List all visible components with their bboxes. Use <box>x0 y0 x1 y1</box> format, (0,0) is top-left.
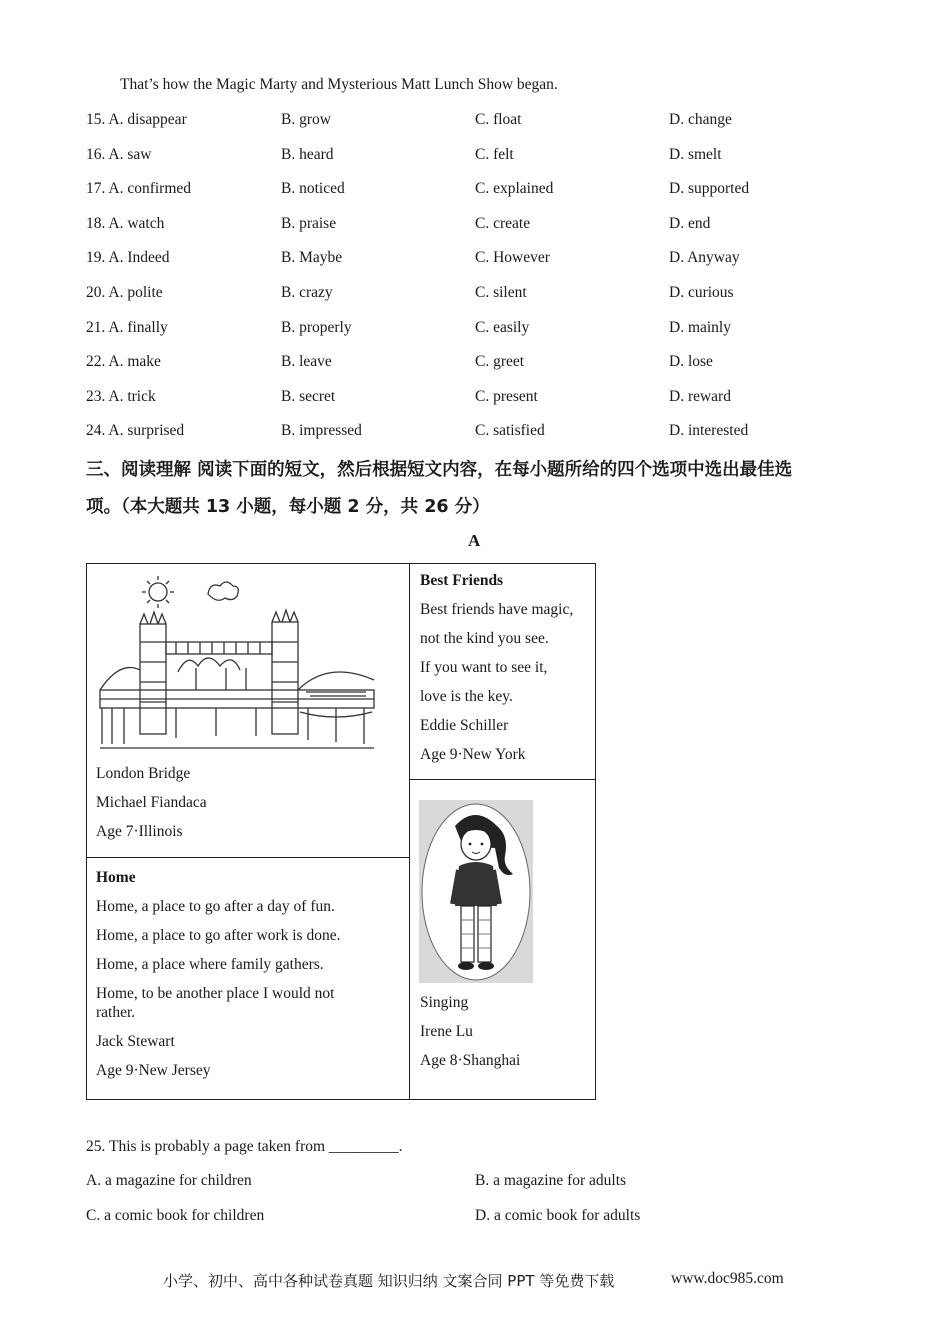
option-a: 22. A. make <box>86 353 161 371</box>
option-row <box>0 146 950 170</box>
option-a: 19. A. Indeed <box>86 249 170 267</box>
option-row <box>0 249 950 273</box>
option-d: D. interested <box>669 422 749 440</box>
option-b: B. heard <box>281 145 334 163</box>
option-c: C. easily <box>475 318 530 336</box>
footer-website: www.doc985.com <box>671 1270 784 1287</box>
option-row <box>0 180 950 204</box>
option-a: 23. A. trick <box>86 387 156 405</box>
option-d: D. supported <box>669 180 750 198</box>
best-friends-age: Age 9·New York <box>420 746 526 763</box>
option-row <box>0 388 950 412</box>
option-c: C. float <box>475 111 522 128</box>
home-age: Age 9·New Jersey <box>96 1062 211 1079</box>
poem-line: Home, to be another place I would not <box>96 985 335 1002</box>
question-25-option-b: B. a magazine for adults <box>475 1172 627 1189</box>
home-author: Jack Stewart <box>96 1033 175 1050</box>
option-row <box>0 111 950 135</box>
poem-line: Home, a place to go after a day of fun. <box>96 898 335 915</box>
london-age: Age 7·Illinois <box>96 823 183 840</box>
poem-line: love is the key. <box>420 688 513 705</box>
option-row <box>0 215 950 239</box>
option-c: C. create <box>475 214 531 232</box>
poem-line: Home, a place to go after work is done. <box>96 927 341 944</box>
singing-age: Age 8·Shanghai <box>420 1052 521 1069</box>
london-author: Michael Fiandaca <box>96 794 207 811</box>
option-row <box>0 422 950 446</box>
option-b: B. praise <box>281 214 337 232</box>
option-row <box>0 284 950 308</box>
option-b: B. Maybe <box>281 249 343 267</box>
poem-line: rather. <box>96 1004 136 1021</box>
option-c: C. silent <box>475 284 527 301</box>
option-d: D. mainly <box>669 318 731 336</box>
option-b: B. impressed <box>281 422 362 440</box>
option-a: 15. A. disappear <box>86 111 187 128</box>
home-cell <box>96 863 396 1085</box>
option-c: C. explained <box>475 180 554 198</box>
option-d: D. Anyway <box>669 249 740 267</box>
singing-author: Irene Lu <box>420 1023 473 1040</box>
option-c: C. greet <box>475 353 525 371</box>
option-c: C. satisfied <box>475 422 545 440</box>
singing-caption: Singing <box>420 994 469 1011</box>
london-bridge-cell <box>96 759 207 846</box>
option-d: D. change <box>669 111 732 128</box>
intro-line: That’s how the Magic Marty and Mysterious Matt Lunch Show began. <box>120 76 558 93</box>
option-c: C. However <box>475 249 550 267</box>
option-a: 20. A. polite <box>86 284 163 301</box>
option-b: B. properly <box>281 318 352 336</box>
option-row <box>0 319 950 343</box>
footer-text: 小学、初中、高中各种试卷真题 知识归纳 文案合同 PPT 等免费下载 <box>163 1272 615 1290</box>
option-c: C. present <box>475 387 538 405</box>
home-title: Home <box>96 869 136 886</box>
london-bridge-drawing <box>96 572 378 754</box>
poem-line: not the kind you see. <box>420 630 549 647</box>
option-b: B. crazy <box>281 284 333 301</box>
question-25-option-a: A. a magazine for children <box>86 1172 252 1189</box>
best-friends-cell <box>420 566 573 769</box>
poem-line: Home, a place where family gathers. <box>96 956 324 973</box>
singing-girl-drawing <box>419 800 533 983</box>
best-friends-title: Best Friends <box>420 572 504 589</box>
option-d: D. end <box>669 214 711 232</box>
option-b: B. secret <box>281 387 336 405</box>
question-25-option-c: C. a comic book for children <box>86 1207 265 1224</box>
passage-label: A <box>468 531 481 550</box>
question-25-stem: 25. This is probably a page taken from _________. <box>86 1138 403 1155</box>
option-row <box>0 353 950 377</box>
best-friends-author: Eddie Schiller <box>420 717 509 734</box>
option-d: D. lose <box>669 353 713 371</box>
option-b: B. leave <box>281 353 332 371</box>
option-d: D. smelt <box>669 145 722 163</box>
section-heading-line1: 三、阅读理解 阅读下面的短文，然后根据短文内容，在每小题所给的四个选项中选出最佳选 <box>86 460 793 480</box>
section-heading-line2: 项。（本大题共 13 小题，每小题 2 分，共 26 分） <box>86 497 490 517</box>
option-c: C. felt <box>475 145 514 163</box>
option-b: B. noticed <box>281 180 345 198</box>
london-caption: London Bridge <box>96 765 191 782</box>
option-a: 16. A. saw <box>86 145 152 163</box>
poem-line: If you want to see it, <box>420 659 548 676</box>
option-a: 24. A. surprised <box>86 422 185 440</box>
question-25-option-d: D. a comic book for adults <box>475 1207 641 1224</box>
poem-line: Best friends have magic, <box>420 601 574 618</box>
option-d: D. reward <box>669 387 731 405</box>
option-a: 17. A. confirmed <box>86 180 192 198</box>
singing-cell <box>420 988 520 1075</box>
option-a: 18. A. watch <box>86 214 165 232</box>
option-a: 21. A. finally <box>86 318 168 336</box>
option-d: D. curious <box>669 284 734 301</box>
option-b: B. grow <box>281 111 331 128</box>
